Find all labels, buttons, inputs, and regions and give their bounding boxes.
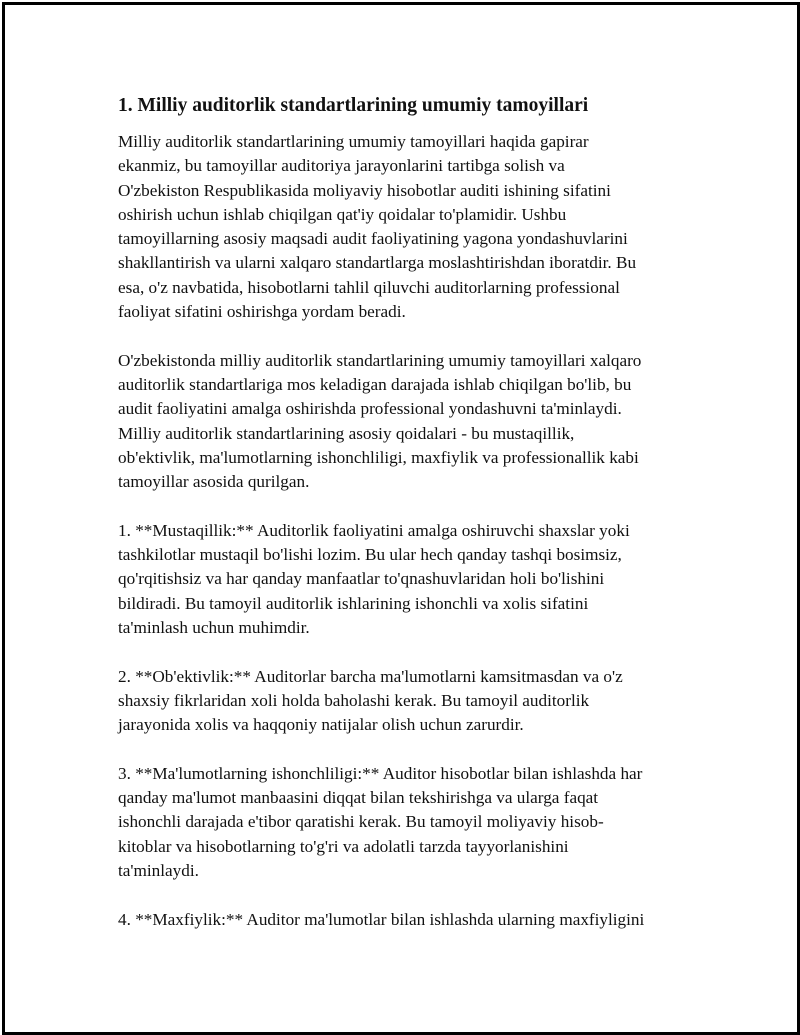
text-line: tamoyillarning asosiy maqsadi audit faoliyatining yagona yondashuvlarini [118, 229, 628, 249]
text-line: ob'ektivlik, ma'lumotlarning ishonchliligi, maxfiylik va professionallik kabi [118, 447, 639, 467]
text-line: shakllantirish va ularni xalqaro standartlarga moslashtirishdan iboratdir. Bu [118, 253, 637, 273]
paragraph-objectivity [118, 665, 693, 738]
text-line: 2. **Ob'ektivlik:** Auditorlar barcha ma'lumotlarni kamsitmasdan va o'z [118, 666, 623, 686]
text-line: 3. **Ma'lumotlarning ishonchliligi:** Auditor hisobotlar bilan ishlashda har [118, 763, 643, 783]
text-line: oshirish uchun ishlab chiqilgan qat'iy qoidalar to'plamidir. Ushbu [118, 204, 567, 224]
text-line: ekanmiz, bu tamoyillar auditoriya jarayonlarini tartibga solish va [118, 156, 565, 176]
text-line: qo'rqitishsiz va har qanday manfaatlar to'qnashuvlaridan holi bo'lishini [118, 569, 605, 589]
paragraph-uzbekistan [118, 349, 693, 495]
paragraph-confidentiality [118, 908, 693, 932]
document-body [118, 92, 693, 956]
paragraph-intro [118, 130, 693, 324]
text-line: ta'minlaydi. [118, 860, 199, 880]
text-line: Milliy auditorlik standartlarining umumiy tamoyillari haqida gapirar [118, 132, 589, 151]
text-line: shaxsiy fikrlaridan xoli holda baholashi kerak. Bu tamoyil auditorlik [118, 690, 590, 710]
text-line: ishonchli darajada e'tibor qaratishi kerak. Bu tamoyil moliyaviy hisob- [118, 812, 604, 832]
text-line: faoliyat sifatini oshirishga yordam beradi. [118, 302, 406, 322]
text-line: Milliy auditorlik standartlarining asosiy qoidalari - bu mustaqillik, [118, 423, 575, 443]
text-line: tashkilotlar mustaqil bo'lishi lozim. Bu ular hech qanday tashqi bosimsiz, [118, 545, 622, 565]
text-line: jarayonida xolis va haqqoniy natijalar olish uchun zarurdir. [118, 715, 524, 735]
text-line: esa, o'z navbatida, hisobotlarni tahlil qiluvchi auditorlarning professional [118, 277, 620, 297]
text-line: O'zbekistonda milliy auditorlik standartlarining umumiy tamoyillari xalqaro [118, 350, 642, 370]
paragraph-reliability [118, 762, 693, 883]
text-line: O'zbekiston Respublikasida moliyaviy hisobotlar auditi ishining sifatini [118, 180, 611, 200]
text-line: ta'minlash uchun muhimdir. [118, 617, 310, 637]
paragraph-independence [118, 519, 693, 640]
text-line: qanday ma'lumot manbaasini diqqat bilan tekshirishga va ularga faqat [118, 788, 599, 808]
text-line: kitoblar va hisobotlarning to'g'ri va adolatli tarzda tayyorlanishini [118, 836, 569, 856]
text-line: auditorlik standartlariga mos keladigan darajada ishlab chiqilgan bo'lib, bu [118, 374, 632, 394]
text-line: 1. **Mustaqillik:** Auditorlik faoliyatini amalga oshiruvchi shaxslar yoki [118, 520, 630, 540]
section-heading: 1. Milliy auditorlik standartlarining umumiy tamoyillari [118, 95, 589, 116]
text-line: bildiradi. Bu tamoyil auditorlik ishlarining ishonchli va xolis sifatini [118, 593, 589, 613]
text-line: tamoyillar asosida qurilgan. [118, 472, 310, 492]
text-line: 4. **Maxfiylik:** Auditor ma'lumotlar bilan ishlashda ularning maxfiyligini [118, 909, 645, 929]
text-line: audit faoliyatini amalga oshirishda professional yondashuvni ta'minlaydi. [118, 399, 622, 419]
